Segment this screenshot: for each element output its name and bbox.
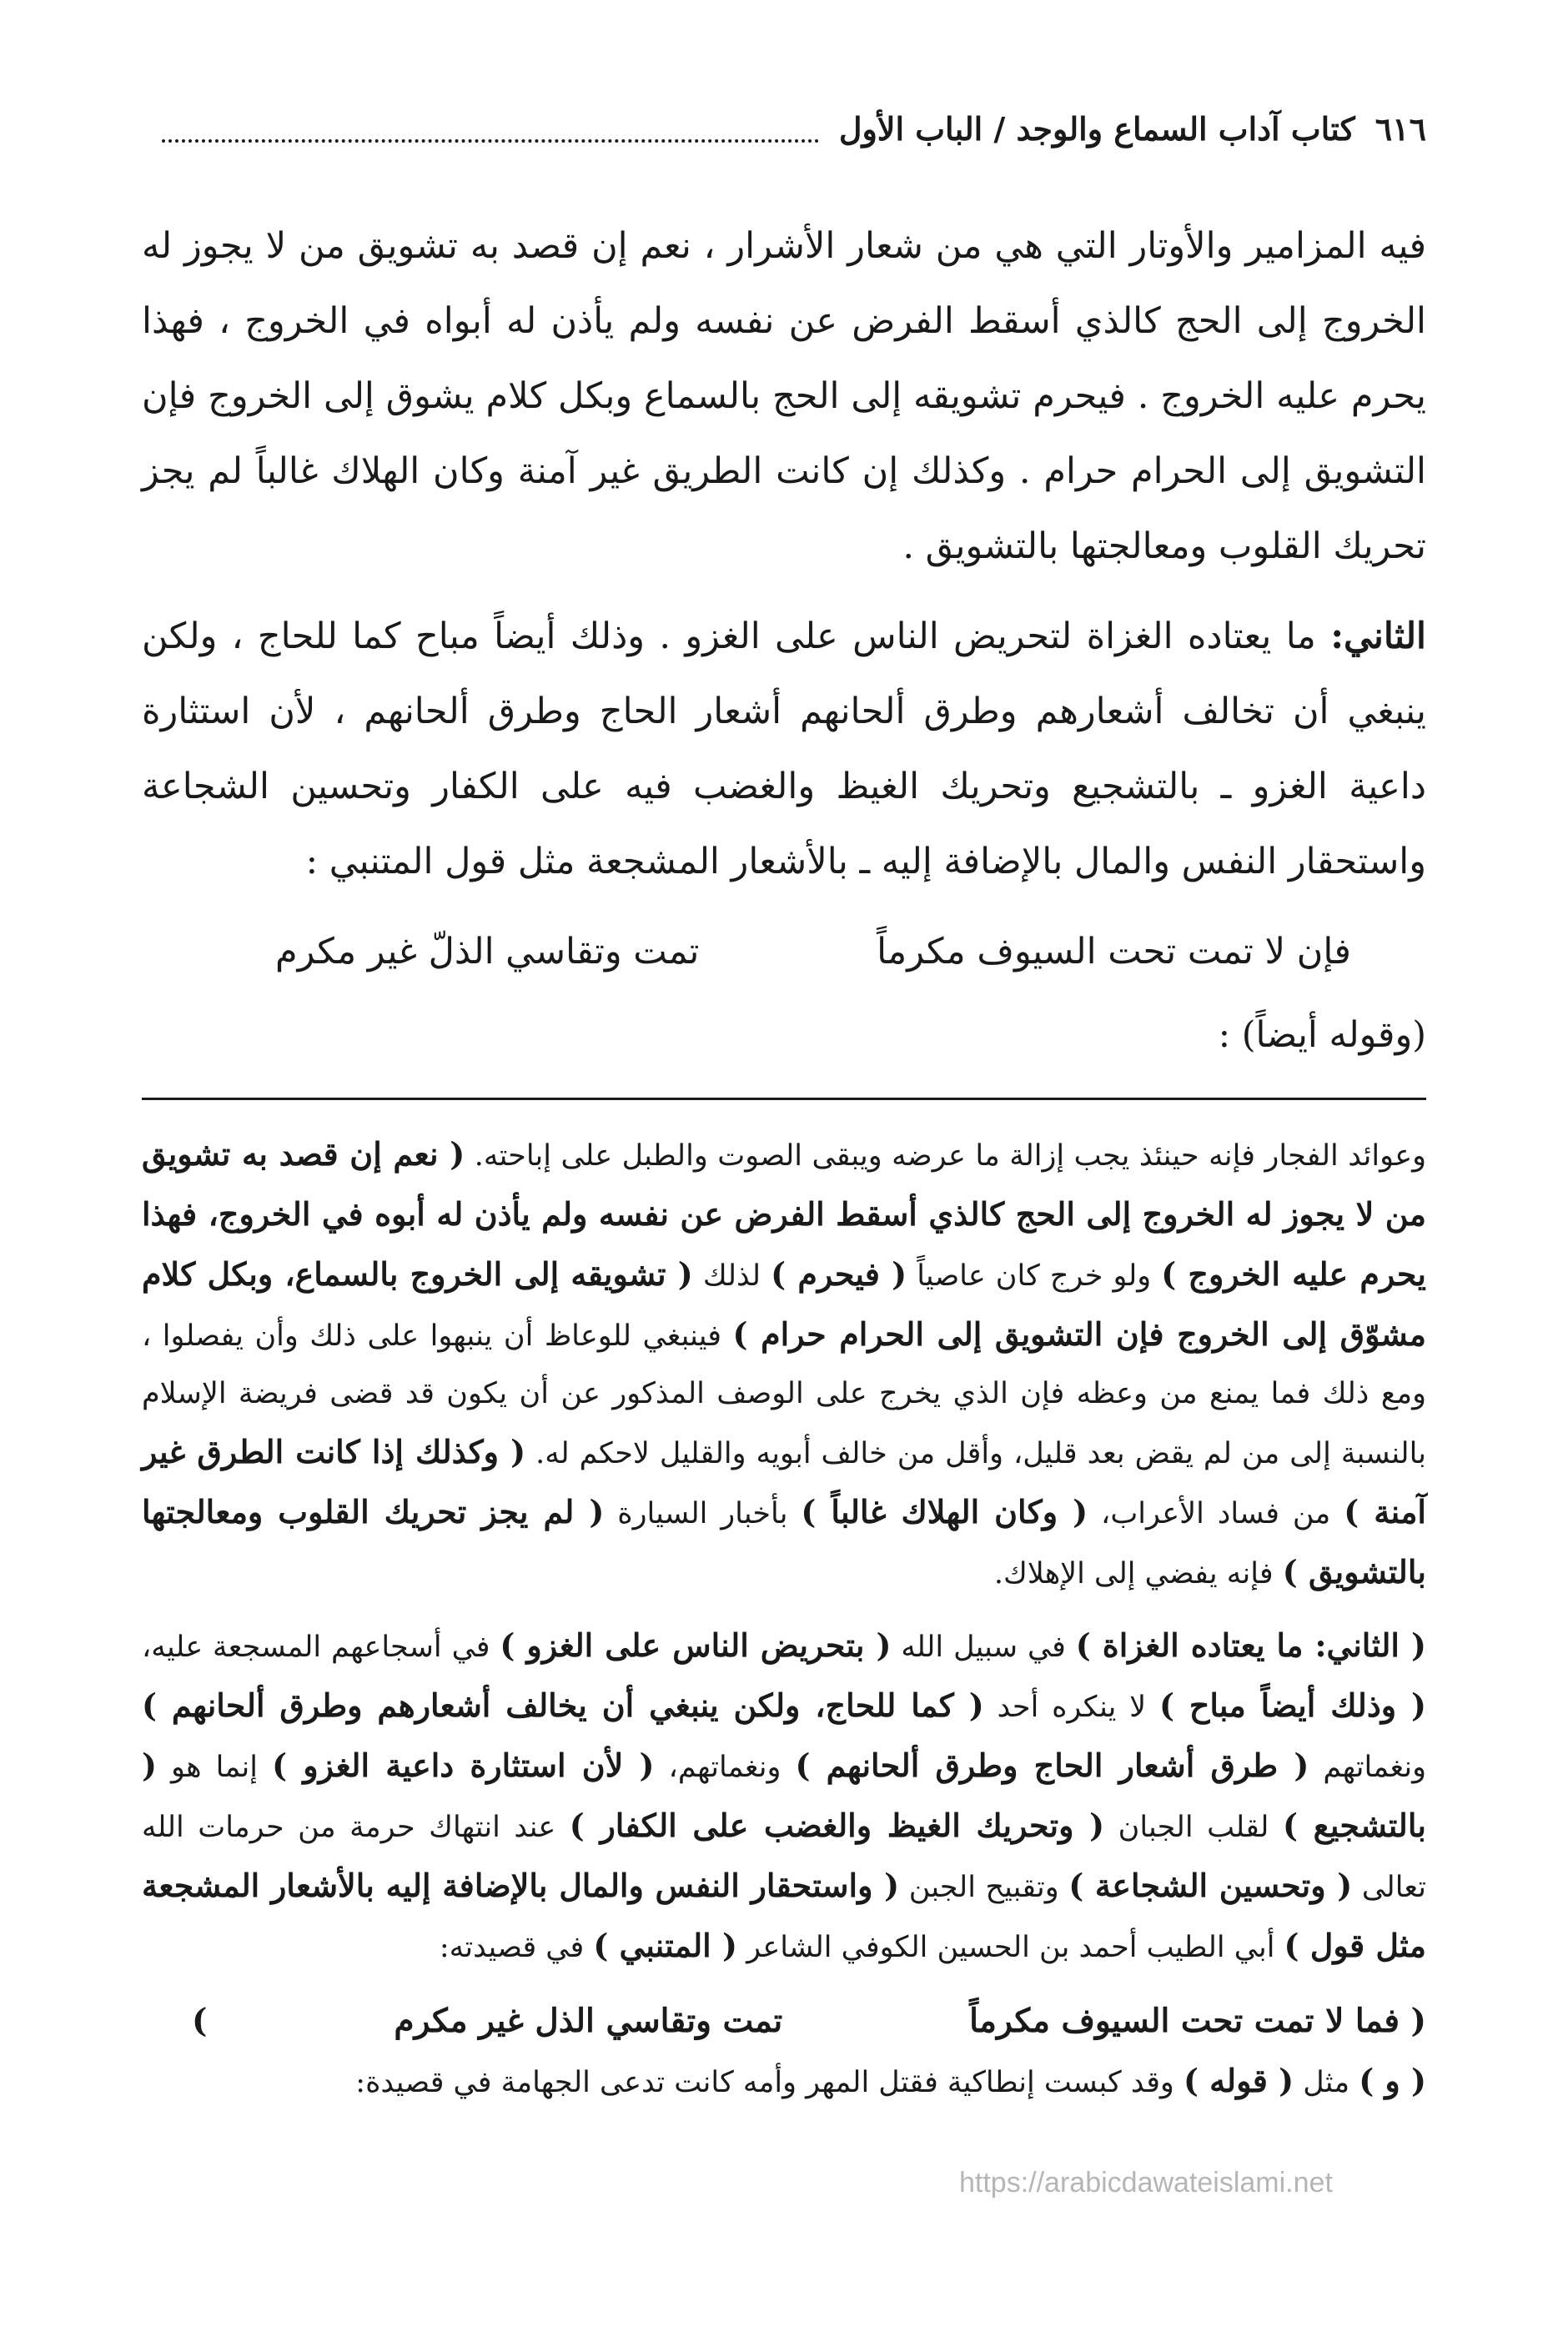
commentary-explanation-text: فإنه يفضي إلى الإهلاك. (993, 1557, 1283, 1591)
commentary-quoted-text: ( لأن استثارة داعية الغزو ) (272, 1746, 655, 1784)
commentary-verse-end: ) (192, 2002, 208, 2040)
commentary-paragraph-3 (142, 2052, 1426, 2112)
quote-intro: (وقوله أيضاً) : (1218, 1014, 1426, 1056)
commentary-quoted-text: ( وتحسين الشجاعة ) (1068, 1867, 1353, 1904)
commentary-explanation-text: إنما هو (156, 1751, 273, 1784)
commentary-quoted-text: ( وكان الهلاك غالباً ) (801, 1493, 1088, 1530)
site-watermark: https://arabicdawateislami.net (959, 2167, 1333, 2199)
commentary-quoted-text: ( قوله ) (1183, 2062, 1294, 2099)
commentary-quoted-text: ( تشويقه إلى الخروج بالسماع، وبكل كلام مشوّق إلى الخروج فإن التشويق إلى الحرام حرام ) (142, 1255, 1426, 1353)
main-text (142, 209, 1426, 899)
commentary-explanation-text: في سبيل الله (891, 1631, 1076, 1664)
commentary-quoted-text: ( فيحرم ) (771, 1255, 907, 1293)
commentary-explanation-text: وعوائد الفجار فإنه حينئذ يجب إزالة ما عرضه ويبقى الصوت والطبل على إباحته. (465, 1139, 1426, 1173)
commentary-explanation-text: لذلك (692, 1259, 771, 1293)
commentary-quoted-text: ( وذلك أيضاً مباح ) (1158, 1686, 1426, 1724)
commentary-quoted-text: ( المتنبي ) (593, 1927, 737, 1964)
commentary-explanation-text: ونغماتهم (1309, 1751, 1426, 1784)
commentary-explanation-text: بأخبار السيارة (604, 1497, 802, 1530)
commentary-quoted-text: ( لم يجز تحريك القلوب ومعالجتها بالتشويق ) (142, 1493, 1426, 1591)
commentary-verse-second: تمت وتقاسي الذل غير مكرم (394, 2002, 783, 2040)
commentary-explanation-text: مثل (1294, 2066, 1359, 2099)
main-paragraph-2 (142, 599, 1426, 899)
commentary-explanation-text: لقلب الجبان (1104, 1811, 1284, 1844)
verse-second-hemistich: تمت وتقاسي الذلّ غير مكرم (275, 931, 700, 973)
footnote-separator (142, 1098, 1426, 1100)
commentary-quoted-text: ( الثاني: ما يعتاده الغزاة ) (1075, 1626, 1426, 1664)
para2-text: ما يعتاده الغزاة لتحريض الناس على الغزو . وذلك أيضاً مباح كما للحاج ، ولكن ينبغي أن تخالف أشعارهم وطرق ألحانهم أشعار الحاج وطرق ألحانهم ، لأن استثارة داعية الغزو ـ بالتشجيع وتحريك الغيظ والغضب فيه على الكفار وتحسين الشجاعة واستحقار النفس والمال بالإضافة إليه ـ بالأشعار المشجعة مثل قول المتنبي : (142, 616, 1426, 882)
commentary-verse (142, 1990, 1426, 2052)
main-paragraph-1: فيه المزامير والأوتار التي هي من شعار الأشرار ، نعم إن قصد به تشويق من لا يجوز له الخروج إلى الحج كالذي أسقط الفرض عن نفسه ولم يأذن له أبواه في الخروج ، فهذا يحرم عليه الخروج . فيحرم تشويقه إلى الحج بالسماع وبكل كلام يشوق إلى الخروج فإن التشويق إلى الحرام حرام . وكذلك إن كانت الطريق غير آمنة وكان الهلاك غالباً لم يجز تحريك القلوب ومعالجتها بالتشويق . (142, 225, 1426, 567)
commentary-explanation-text: فينبغي للوعاظ أن ينبهوا على ذلك وأن يفصلوا ، ومع ذلك فما يمنع من وعظه فإن الذي يخرج على الوصف المذكور عن أن يكون قد قضى فريضة الإسلام بالنسبة إلى من لم يقض بعد قليل، وأقل من خالف أبويه والقليل لاحكم له. (142, 1319, 1426, 1470)
commentary-explanation-text: عند انتهاك حرمة من حرمات الله تعالى (142, 1811, 1426, 1904)
commentary-quoted-text: ( كما للحاج، ولكن ينبغي أن يخالف أشعارهم وطرق ألحانهم ) (142, 1686, 984, 1724)
commentary-paragraph-1 (142, 1125, 1426, 1603)
poem-verse (142, 914, 1426, 989)
commentary-verse-first: ( فما لا تمت تحت السيوف مكرماً (969, 2002, 1426, 2040)
commentary-quoted-text: ( بتحريض الناس على الغزو ) (500, 1626, 892, 1664)
commentary-quoted-text: ( و ) (1359, 2062, 1426, 2099)
commentary-quoted-text: ( وتحريك الغيظ والغضب على الكفار ) (569, 1807, 1105, 1844)
commentary-explanation-text: من فساد الأعراب، (1088, 1497, 1344, 1530)
commentary-quoted-text: ( بالتشجيع ) (142, 1746, 1426, 1844)
page-header (142, 100, 1426, 158)
commentary-explanation-text: في أسجاعهم المسجعة عليه، (142, 1631, 500, 1664)
commentary-paragraph-2 (142, 1616, 1426, 1977)
commentary-quoted-text: ( طرق أشعار الحاج وطرق ألحانهم ) (795, 1746, 1309, 1784)
commentary-explanation-text: ولو خرج كان عاصياً (907, 1259, 1162, 1293)
header-leader-dots (162, 116, 819, 143)
para2-lead: الثاني: (1330, 616, 1426, 657)
commentary-quoted-text: ( نعم إن قصد به تشويق من لا يجوز له الخروج إلى الحج كالذي أسقط الفرض عن نفسه ولم يأذن له أبوه في الخروج، فهذا يحرم عليه الخروج ) (142, 1135, 1427, 1293)
page-number: ٦١٦ (1375, 110, 1426, 148)
running-title: كتاب آداب السماع والوجد / الباب الأول (838, 110, 1355, 148)
book-page (142, 100, 1426, 2235)
commentary-explanation-text: لا ينكره أحد (983, 1691, 1159, 1724)
commentary-quoted-text: ( واستحقار النفس والمال بالإضافة إليه بالأشعار المشجعة مثل قول ) (142, 1867, 1426, 1964)
commentary (142, 1125, 1426, 2112)
commentary-explanation-text: وتقبيح الجبن (899, 1871, 1069, 1904)
verse-first-hemistich: فإن لا تمت تحت السيوف مكرماً (877, 931, 1351, 973)
commentary-quoted-text: ( وكذلك إذا كانت الطرق غير آمنة ) (142, 1433, 1426, 1530)
commentary-explanation-text: في قصيدته: (439, 1931, 594, 1964)
commentary-explanation-text: أبي الطيب أحمد بن الحسين الكوفي الشاعر (736, 1931, 1284, 1964)
commentary-explanation-text: ونغماتهم، (654, 1751, 796, 1784)
commentary-explanation-text: وقد كبست إنطاكية فقتل المهر وأمه كانت تدعى الجهامة في قصيدة: (355, 2066, 1184, 2099)
